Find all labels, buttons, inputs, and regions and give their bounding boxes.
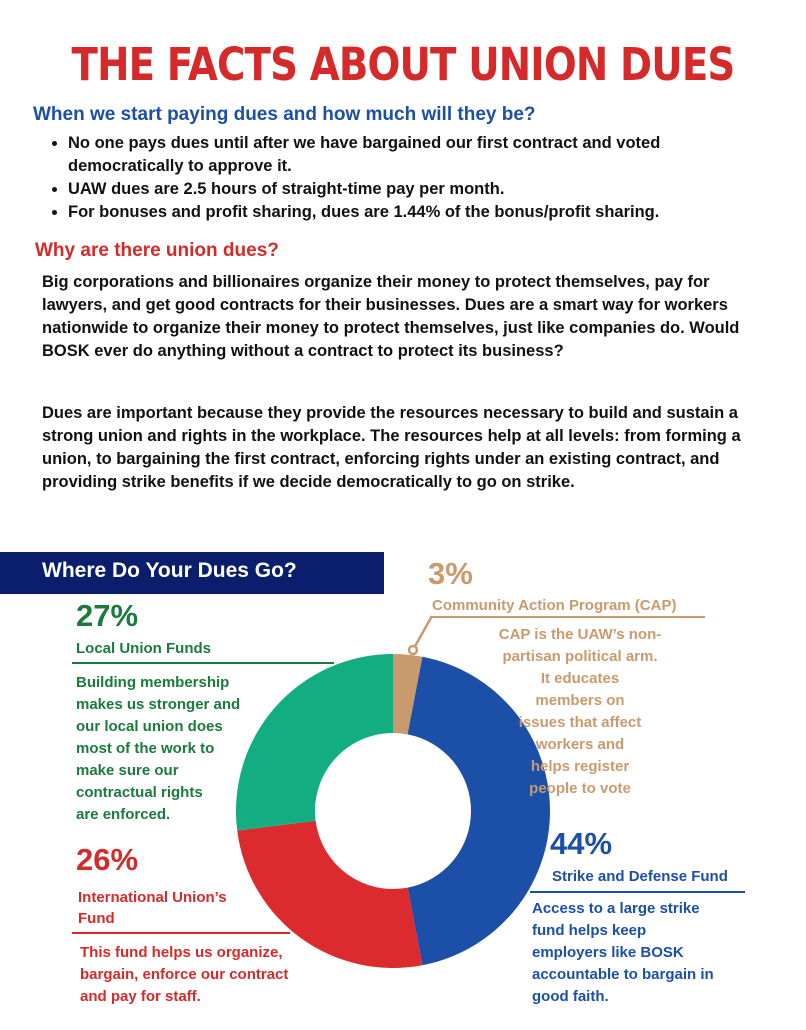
desc-line: Access to a large strike — [532, 900, 700, 917]
local-union-underline — [72, 662, 334, 664]
desc-line: issues that affect — [518, 714, 642, 731]
international-union-underline — [72, 932, 290, 934]
page-title: THE FACTS ABOUT UNION DUES — [71, 38, 735, 91]
desc-line: contractual rights — [76, 784, 203, 801]
international-union-label: International Union’s Fund — [78, 889, 227, 927]
section2-heading: Why are there union dues? — [35, 240, 279, 261]
strike-fund-underline — [530, 891, 745, 893]
desc-line: workers and — [535, 736, 625, 753]
cap-percent: 3% — [428, 556, 473, 591]
international-union-description — [80, 942, 330, 1008]
cap-leader-line — [414, 616, 432, 648]
desc-line: CAP is the UAW’s non- — [498, 626, 662, 643]
desc-line: partisan political arm. — [502, 648, 658, 665]
desc-line: and pay for staff. — [80, 988, 201, 1005]
local-union-description — [76, 672, 276, 826]
desc-line: make sure our — [76, 762, 179, 779]
strike-fund-percent: 44% — [550, 826, 613, 861]
desc-line: are enforced. — [76, 806, 171, 823]
section2-paragraph-1: Big corporations and billionaires organize their money to protect themselves, pay for lawyers, and get good contracts for their businesses. Dues are a smart way for workers nationwide to organize their money to protect themselves, just like companies do. Would BOSK ever do anything without a contract to protect its business? — [42, 273, 740, 360]
bullet-item: • UAW dues are 2.5 hours of straight-time pay per month. — [68, 178, 764, 201]
international-union-percent: 26% — [76, 842, 139, 877]
cap-leader-dot — [409, 646, 417, 654]
desc-line: Building membership — [76, 674, 230, 691]
desc-line: employers like BOSK — [532, 944, 684, 961]
desc-line: fund helps keep — [532, 922, 647, 939]
cap-description — [470, 624, 690, 800]
cap-underline — [430, 616, 705, 618]
bullet-item: • No one pays dues until after we have bargained our first contract and voted democratically to approve it. — [68, 132, 764, 178]
strike-fund-description — [532, 898, 772, 1008]
local-union-label: Local Union Funds — [76, 640, 211, 657]
desc-line: accountable to bargain in — [532, 966, 714, 983]
strike-fund-label: Strike and Defense Fund — [552, 868, 728, 885]
desc-line: good faith. — [532, 988, 609, 1005]
local-union-percent: 27% — [76, 598, 139, 633]
desc-line: helps register — [530, 758, 630, 775]
desc-line: bargain, enforce our contract — [80, 966, 289, 983]
desc-line: This fund helps us organize, — [80, 944, 283, 961]
section1-heading: When we start paying dues and how much will they be? — [33, 104, 536, 125]
desc-line: our local union does — [76, 718, 223, 735]
section2-paragraph-2: Dues are important because they provide the resources necessary to build and sustain a strong union and rights in the workplace. The resources help at all levels: from forming a union, to bargaining the first contract, enforcing rights under an existing contract, and providing strike benefits if we decide democratically to go on strike. — [42, 404, 741, 491]
desc-line: makes us stronger and — [76, 696, 241, 713]
desc-line: It educates — [540, 670, 620, 687]
desc-line: most of the work to — [76, 740, 215, 757]
bullet-item: • For bonuses and profit sharing, dues are 1.44% of the bonus/profit sharing. — [68, 201, 764, 224]
desc-line: members on — [535, 692, 625, 709]
desc-line: people to vote — [529, 780, 631, 797]
chart-banner-title: Where Do Your Dues Go? — [42, 559, 297, 582]
cap-label: Community Action Program (CAP) — [432, 597, 677, 614]
